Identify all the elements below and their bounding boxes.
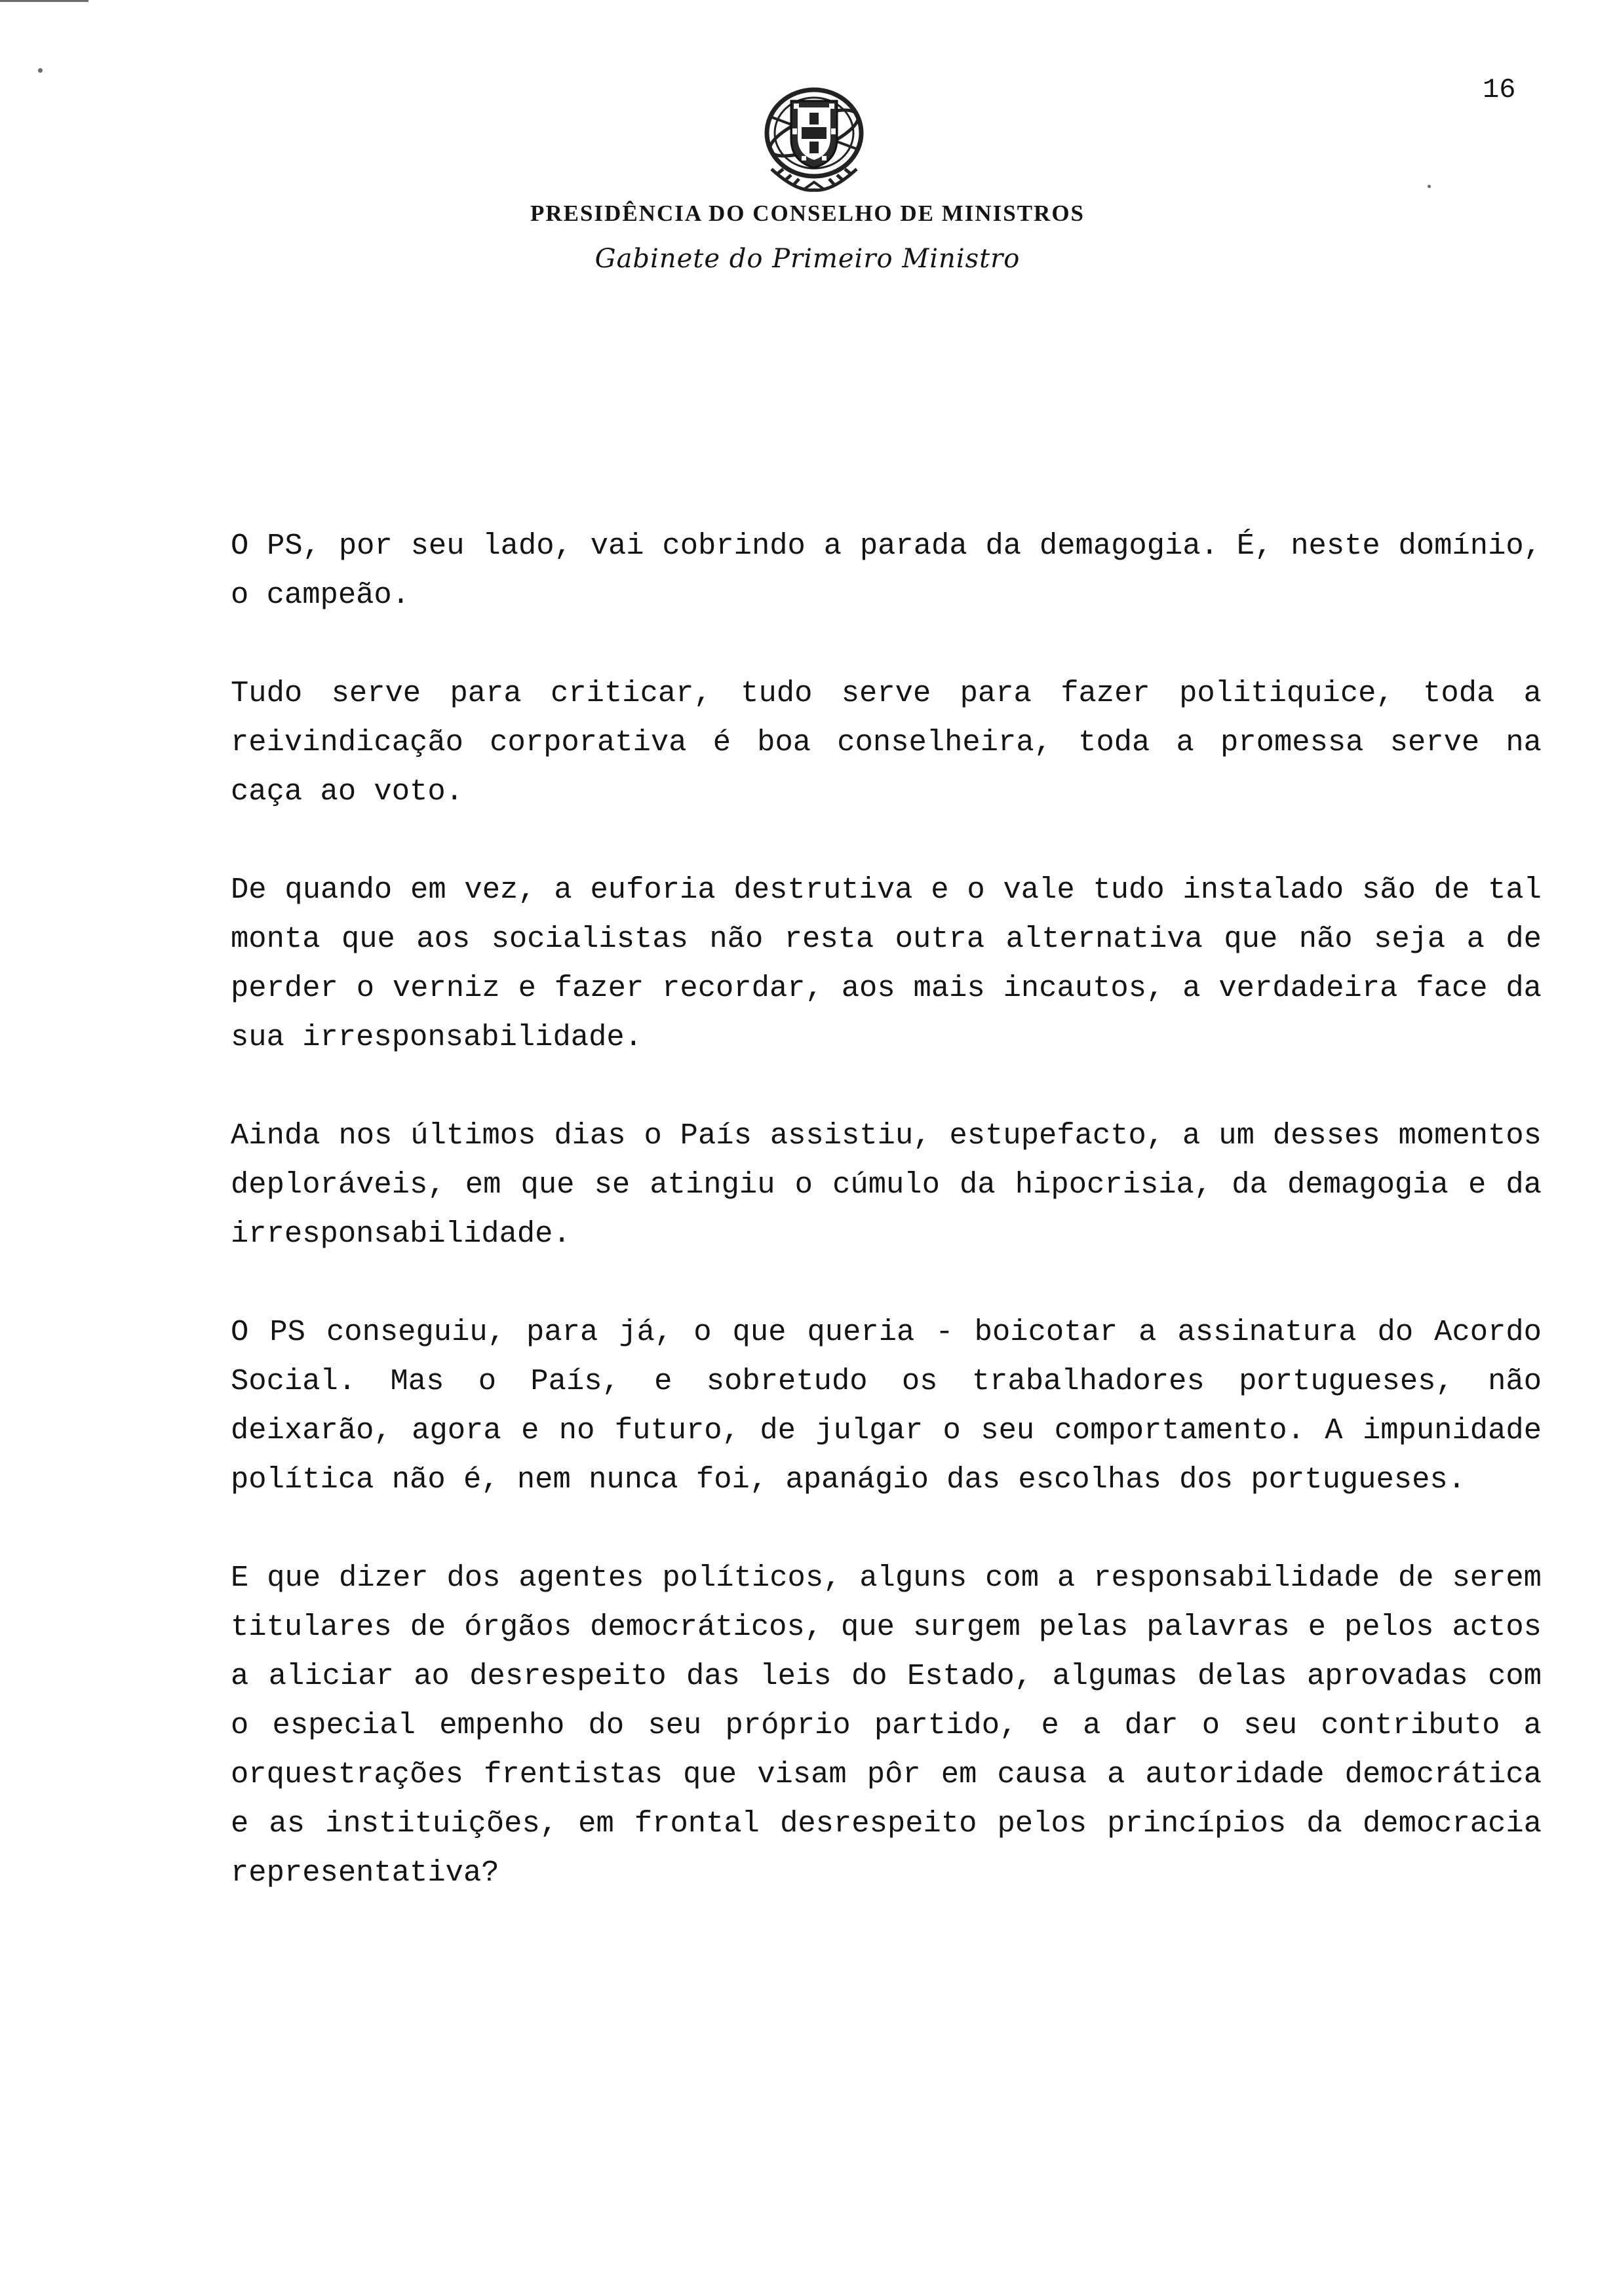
cabinet-name: Gabinete do Primeiro Ministro <box>594 244 1021 274</box>
scan-artifact <box>1428 185 1431 188</box>
paragraph: E que dizer dos agentes políticos, alguns com a responsabilidade de serem titulares de órgãos democráticos, que surgem pelas palavras e pelos actos a aliciar ao desrespeito das leis do Estado, algumas delas aprovadas com o especial empenho do seu próprio partido, e a dar o seu contributo a orquestrações frentistas que visam pôr em causa a autoridade democrática e as instituições, em frontal desrespeito pelos princípios da democracia representativa? <box>231 1561 1542 1890</box>
paragraph: Tudo serve para criticar, tudo serve para fazer politiquice, toda a reivindicação corporativa é boa conselheira, toda a promessa serve na caça ao voto. <box>231 676 1542 809</box>
page-number: 16 <box>1483 74 1516 105</box>
portuguese-coat-of-arms-icon <box>757 71 872 195</box>
institution-name: PRESIDÊNCIA DO CONSELHO DE MINISTROS <box>530 201 1085 226</box>
document-body <box>231 522 1542 1947</box>
paragraph: O PS, por seu lado, vai cobrindo a parada da demagogia. É, neste domínio, o campeão. <box>231 529 1542 612</box>
scan-artifact <box>0 0 88 2</box>
paragraph: Ainda nos últimos dias o País assistiu, estupefacto, a um desses momentos deploráveis, em que se atingiu o cúmulo da hipocrisia, da demagogia e da irresponsabilidade. <box>231 1119 1542 1251</box>
paragraph: O PS conseguiu, para já, o que queria - boicotar a assinatura do Acordo Social. Mas o País, e sobretudo os trabalhadores portugueses, não deixarão, agora e no futuro, de julgar o seu comportamento. A impunidade política não é, nem nunca foi, apanágio das escolhas dos portugueses. <box>231 1315 1542 1497</box>
paragraph: De quando em vez, a euforia destrutiva e o vale tudo instalado são de tal monta que aos socialistas não resta outra alternativa que não seja a de perder o verniz e fazer recordar, aos mais incautos, a verdadeira face da sua irresponsabilidade. <box>231 873 1542 1054</box>
scan-artifact <box>38 68 43 73</box>
